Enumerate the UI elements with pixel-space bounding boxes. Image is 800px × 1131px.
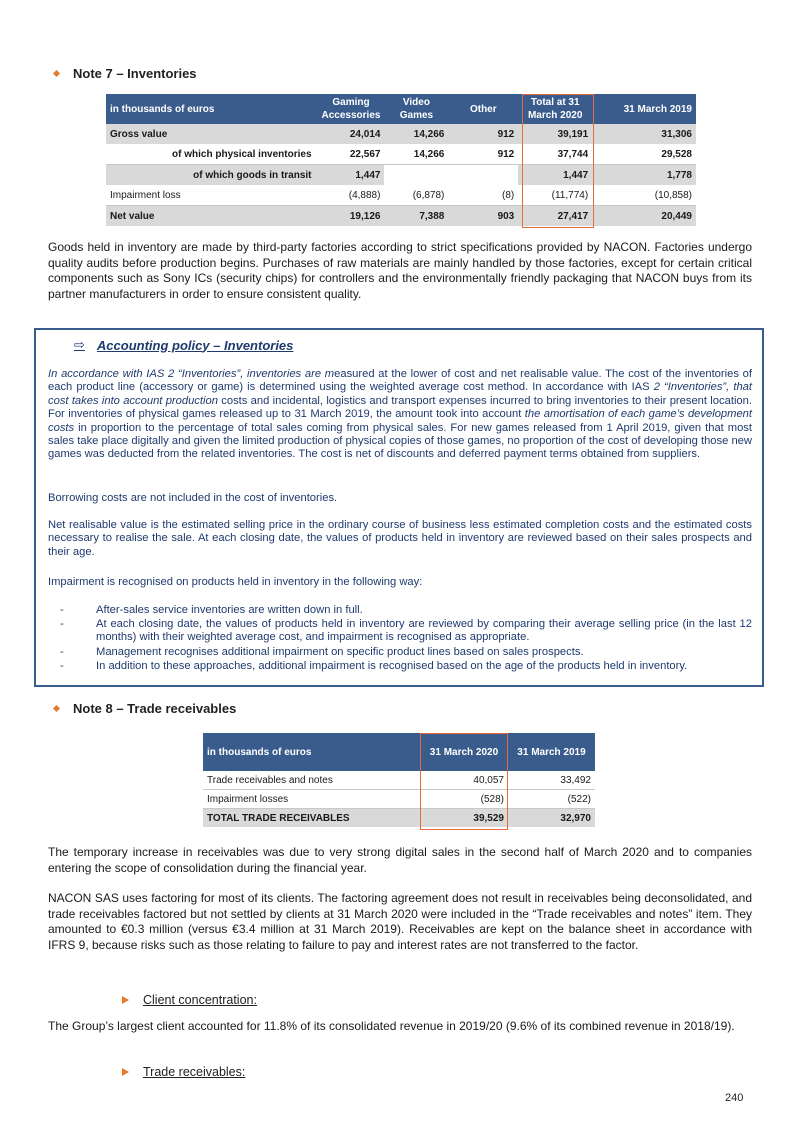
table-row	[203, 790, 595, 809]
header-cell: 31 March 2020	[420, 733, 508, 771]
italic-text: 2 “Inventories”, that cost takes into account production	[48, 381, 753, 407]
note8-title: Note 8 – Trade receivables	[73, 701, 237, 716]
policy-paragraph-2: Borrowing costs are not included in the cost of inventories.	[48, 492, 338, 504]
table-row	[106, 144, 696, 165]
table-row	[106, 185, 696, 206]
text: costs and incidental, logistics and transport expenses incurred to bring inventories to their present location. For inventories of physical games released up to 31 March 2019, the amount took into account	[48, 394, 752, 421]
dash-bullet: -	[60, 646, 64, 658]
bullet-text: After-sales service inventories are written down in full.	[96, 604, 363, 616]
table-cell: 912	[448, 124, 518, 144]
triangle-bullet-icon	[122, 1068, 129, 1076]
policy-paragraph-4: Impairment is recognised on products held in inventory in the following way:	[48, 576, 423, 588]
header-cell: Gaming Accessories	[318, 94, 385, 124]
triangle-bullet-icon	[122, 996, 129, 1004]
table-cell: 37,744	[518, 144, 592, 165]
note8-paragraph-2: NACON SAS uses factoring for most of its clients. The factoring agreement does not result in receivables being deconsolidated, and trade receivables factored but not settled by clients at 31 March 2020 were included in the “Trade receivables and notes” item. They amounted to €0.3 million (versus €3.4 million at 31 March 2019). Receivables are kept on the balance sheet in accordance with IFRS 9, because risks such as those relating to failure to pay and interest rates are not transferred to the factor.	[48, 891, 752, 952]
row-label: Gross value	[106, 124, 318, 144]
subheading-trade-receivables	[122, 1065, 245, 1079]
text: in proportion to the percentage of total sales coming from physical sales. For new games released from 1 April 2019, given that most sales take place digitally and given the limited production of physical copies of those games, no proportion of the cost of developing those new games was deducted from the related inventories. The cost is net of discounts and deferred payment terms obtained from suppliers.	[48, 421, 752, 461]
table-cell: (528)	[420, 790, 508, 809]
table-row	[106, 165, 696, 186]
table-cell: 19,126	[318, 206, 385, 227]
table-cell: 31,306	[592, 124, 696, 144]
header-cell: Video Games	[384, 94, 448, 124]
inventories-header-row	[106, 94, 696, 124]
table-cell: (11,774)	[518, 185, 592, 206]
trade-receivables-table	[203, 733, 595, 827]
subheading-text: Trade receivables:	[143, 1065, 246, 1079]
header-cell: Total at 31 March 2020	[518, 94, 592, 124]
table-cell: (4,888)	[318, 185, 385, 206]
table-cell	[384, 165, 448, 186]
diamond-bullet-icon	[53, 705, 60, 712]
table-cell: 39,191	[518, 124, 592, 144]
note7-paragraph: Goods held in inventory are made by third-party factories according to strict specifications provided by NACON. Factories undergo quality audits before production begins. Purchases of raw materials are mainly handled by those factories, except for certain critical components such as Sony ICs (security chips) for controllers and the environmentally friendly packaging that NACON buys from its partner manufacturers in order to ensure consistent quality.	[48, 240, 752, 301]
row-label: Impairment losses	[203, 790, 420, 809]
row-label: of which goods in transit	[106, 165, 318, 186]
row-label: TOTAL TRADE RECEIVABLES	[203, 809, 420, 828]
bullet-text: At each closing date, the values of products held in inventory are reviewed by comparing their average selling price (in the last 12 months) with their weighted average cost, and impairment is recognised as appropriate.	[96, 618, 752, 644]
table-cell: 33,492	[508, 771, 595, 790]
note8-heading	[54, 701, 236, 716]
table-cell: 40,057	[420, 771, 508, 790]
note8-paragraph-3: The Group’s largest client accounted for 11.8% of its consolidated revenue in 2019/20 (9.6% of its combined revenue in 2018/19).	[48, 1019, 735, 1033]
table-cell: 1,447	[518, 165, 592, 186]
note7-title: Note 7 – Inventories	[73, 66, 197, 81]
bullet-text: Management recognises additional impairment on specific product lines based on sales prospects.	[96, 646, 584, 658]
arrow-right-icon: ⇨	[74, 337, 85, 352]
subheading-text: Client concentration:	[143, 993, 257, 1007]
page-number: 240	[725, 1092, 744, 1104]
table-cell: 912	[448, 144, 518, 165]
trade-header-row	[203, 733, 595, 771]
table-row	[106, 206, 696, 227]
note8-paragraph-1: The temporary increase in receivables was due to very strong digital sales in the second half of March 2020 and to companies entering the scope of consolidation during the financial year.	[48, 845, 752, 875]
table-cell: 7,388	[384, 206, 448, 227]
table-cell: (6,878)	[384, 185, 448, 206]
header-cell: in thousands of euros	[106, 94, 318, 124]
text: easured at the lower of cost and net realisable value. The cost of the inventories of each product line (accessory or game) is determined using the weighted average cost method. In accordance with IAS	[48, 368, 752, 394]
dash-bullet: -	[60, 604, 64, 616]
italic-text: In accordance with IAS 2 “Inventories”, inventories are m	[48, 368, 335, 380]
table-cell: 27,417	[518, 206, 592, 227]
table-cell: (10,858)	[592, 185, 696, 206]
table-cell: 20,449	[592, 206, 696, 227]
note7-heading	[54, 66, 197, 81]
row-label: Impairment loss	[106, 185, 318, 206]
dash-bullet: -	[60, 660, 64, 672]
dash-bullet: -	[60, 618, 64, 630]
table-cell: 14,266	[384, 124, 448, 144]
row-label: Net value	[106, 206, 318, 227]
table-cell: 32,970	[508, 809, 595, 828]
table-row	[203, 771, 595, 790]
subheading-client-concentration	[122, 993, 257, 1007]
policy-title: Accounting policy – Inventories	[96, 337, 294, 353]
table-cell: 39,529	[420, 809, 508, 828]
table-cell: 24,014	[318, 124, 385, 144]
inventories-table	[106, 94, 696, 226]
table-cell: 903	[448, 206, 518, 227]
diamond-bullet-icon	[53, 70, 60, 77]
header-cell: in thousands of euros	[203, 733, 420, 771]
table-cell	[448, 165, 518, 186]
row-label: Trade receivables and notes	[203, 771, 420, 790]
row-label: of which physical inventories	[106, 144, 318, 165]
table-cell: 1,447	[318, 165, 385, 186]
italic-text: the amortisation of each game’s development costs	[48, 408, 753, 434]
table-cell: 1,778	[592, 165, 696, 186]
policy-paragraph-1	[48, 368, 752, 462]
table-row	[203, 809, 595, 828]
table-row	[106, 124, 696, 144]
header-cell: 31 March 2019	[592, 94, 696, 124]
table-cell: 14,266	[384, 144, 448, 165]
table-cell: 22,567	[318, 144, 385, 165]
table-cell: 29,528	[592, 144, 696, 165]
table-cell: (8)	[448, 185, 518, 206]
table-cell: (522)	[508, 790, 595, 809]
policy-paragraph-3: Net realisable value is the estimated selling price in the ordinary course of business less estimated completion costs and the estimated costs necessary to realise the sale. At each closing date, the values of products held in inventory are reviewed based on their sales prospects and their age.	[48, 519, 752, 558]
header-cell: 31 March 2019	[508, 733, 595, 771]
bullet-text: In addition to these approaches, additional impairment is recognised based on the age of the products held in inventory.	[96, 660, 688, 672]
header-cell: Other	[448, 94, 518, 124]
policy-heading	[74, 337, 293, 353]
